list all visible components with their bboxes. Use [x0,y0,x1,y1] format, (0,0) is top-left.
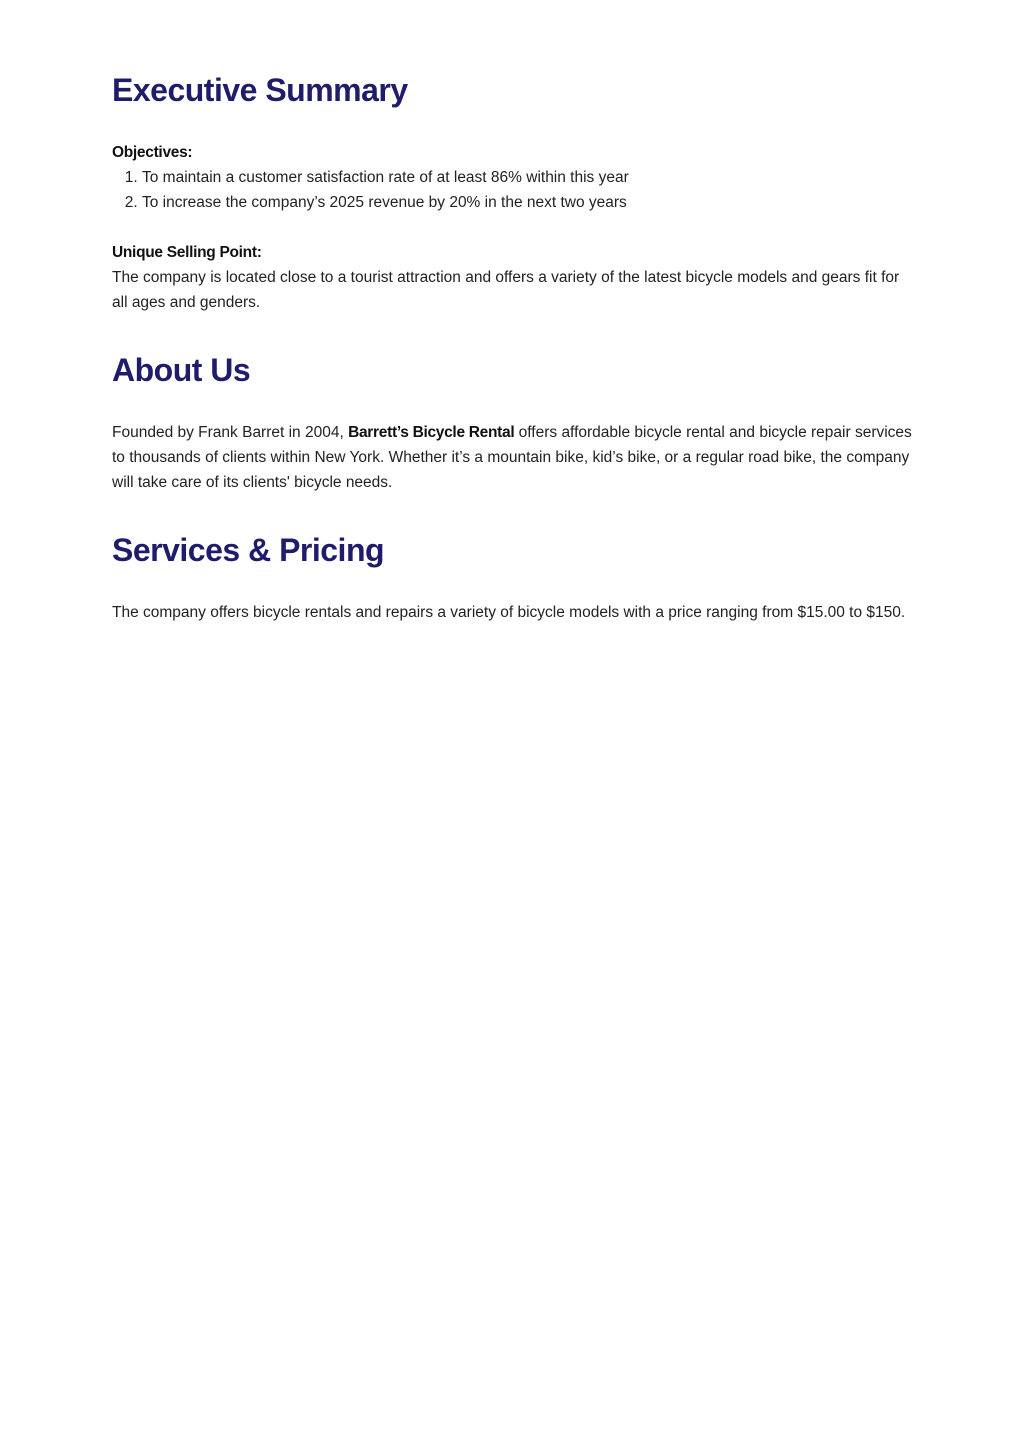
usp-label: Unique Selling Point: [112,244,262,261]
services-pricing-section [112,600,912,625]
about-us-section [112,420,912,495]
objectives-label: Objectives: [112,144,193,161]
objectives-list [112,165,912,215]
usp-text: The company is located close to a tourist attraction and offers a variety of the latest bicycle models and gears fit for all ages and genders. [112,269,900,311]
services-pricing-heading: Services & Pricing [112,532,385,568]
objectives-section [112,140,912,215]
about-us-paragraph [112,420,912,495]
objective-item: 1. To maintain a customer satisfaction rate of at least 86% within this year [142,165,912,190]
company-name: Barrett’s Bicycle Rental [348,424,515,441]
usp-section [112,240,912,315]
about-text-before: Founded by Frank Barret in 2004, [112,424,349,441]
services-pricing-paragraph: The company offers bicycle rentals and repairs a variety of bicycle models with a price ranging from $15.00 to $150. [112,604,906,621]
about-text-after: offers affordable bicycle rental and bicycle repair services to thousands of clients within New York. Whether it’s a mountain bike, kid’s bike, or a regular road bike, the company will take care of its clients' bicycle needs. [112,424,912,491]
objective-item: 2. To increase the company’s 2025 revenue by 20% in the next two years [142,190,912,215]
executive-summary-heading: Executive Summary [112,72,408,108]
about-us-heading: About Us [112,352,251,388]
